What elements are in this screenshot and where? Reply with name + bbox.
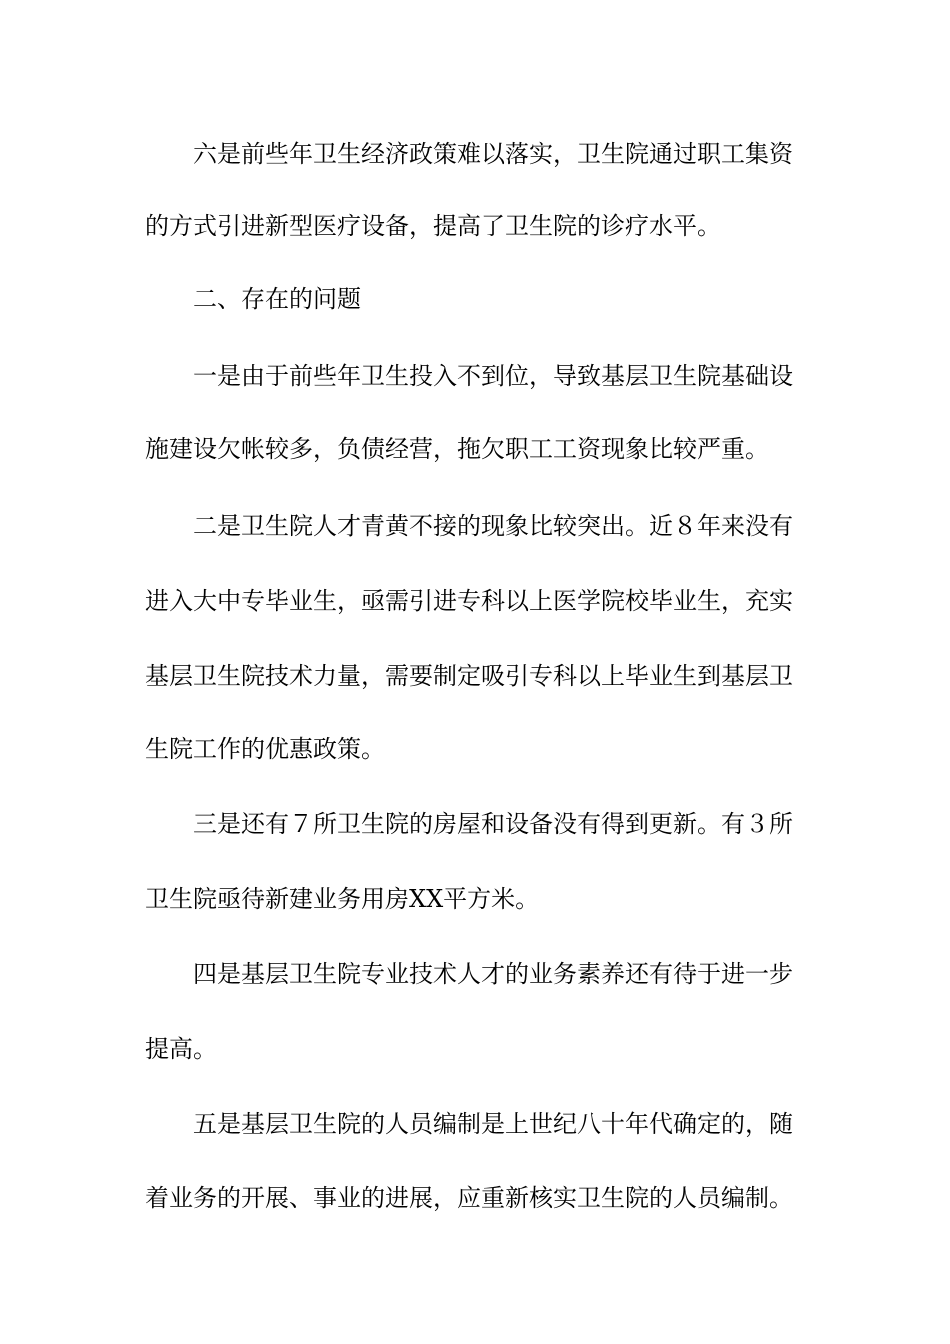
paragraph-4-line-2: 进入大中专毕业生，亟需引进专科以上医学院校毕业生，充实 — [145, 587, 793, 615]
paragraph-6-line-2: 提高。 — [145, 1035, 217, 1063]
paragraph-4-line-1: 二是卫生院人才青黄不接的现象比较突出。近８年来没有 — [193, 512, 793, 540]
paragraph-7-line-1: 五是基层卫生院的人员编制是上世纪八十年代确定的，随 — [193, 1110, 793, 1138]
section-heading: 二、存在的问题 — [193, 285, 361, 313]
paragraph-7-line-2: 着业务的开展、事业的进展，应重新核实卫生院的人员编制。 — [145, 1184, 793, 1212]
paragraph-6-line-1: 四是基层卫生院专业技术人才的业务素养还有待于进一步 — [193, 960, 793, 988]
paragraph-4-line-3: 基层卫生院技术力量，需要制定吸引专科以上毕业生到基层卫 — [145, 662, 793, 690]
paragraph-3-line-1: 一是由于前些年卫生投入不到位，导致基层卫生院基础设 — [193, 362, 793, 390]
paragraph-4-line-4: 生院工作的优惠政策。 — [145, 735, 385, 763]
paragraph-5-line-2: 卫生院亟待新建业务用房XX平方米。 — [145, 885, 540, 913]
paragraph-5-line-1: 三是还有７所卫生院的房屋和设备没有得到更新。有３所 — [193, 810, 793, 838]
paragraph-1-line-1: 六是前些年卫生经济政策难以落实，卫生院通过职工集资 — [193, 140, 793, 168]
paragraph-3-line-2: 施建设欠帐较多，负债经营，拖欠职工工资现象比较严重。 — [145, 435, 769, 463]
paragraph-1-line-2: 的方式引进新型医疗设备，提高了卫生院的诊疗水平。 — [145, 212, 721, 240]
